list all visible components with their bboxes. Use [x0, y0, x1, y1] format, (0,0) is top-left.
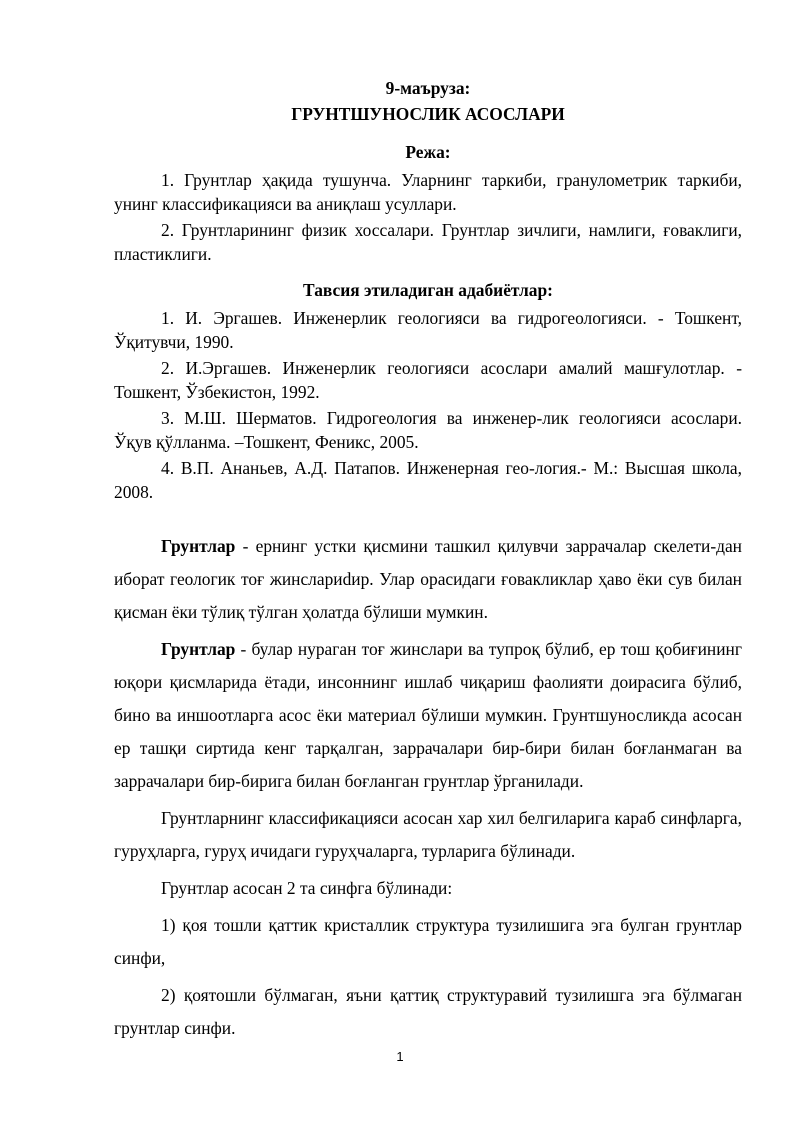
body-text — [114, 530, 742, 1045]
literature-item-1: 1. И. Эргашев. Инженерлик геологияси ва гидрогеологияси. - Тошкент, Ўқитувчи, 1990. — [114, 308, 742, 352]
paragraph-1 — [114, 530, 742, 629]
paragraph-1-text: - ернинг устки қисмини ташкил қилувчи заррачалар скелети-дан иборат геологик тоғ жинслариdир. Улар орасидаги ғовакликлар ҳаво ёки сув билан қисман ёки тўлиқ тўлган ҳолатда бўлиши мумкин. — [114, 536, 742, 622]
paragraph-2-text: - булар нураган тоғ жинслари ва тупроқ бўлиб, ер тош қобиғининг юқори қисмларида ётади, инсоннинг ишлаб чиқариш фаолияти доирасига бўлиб, бино ва иншоотларга асос ёки материал бўлиши мумкин. Грунтшуносликда асосан ер ташқи сиртида кенг тарқалган, заррачалари бир-бири билан боғланмаган ва заррачалари бир-бирига билан боғланган грунтлар ўрганилади. — [114, 639, 742, 791]
document-page — [114, 76, 742, 1045]
plan-list — [114, 168, 742, 266]
plan-heading: Режа: — [405, 142, 451, 162]
literature-item-2: 2. И.Эргашев. Инженерлик геологияси асослари амалий машғулотлар. - Тошкент, Ўзбекистон, 1992. — [114, 358, 742, 402]
page-number: 1 — [396, 1049, 404, 1064]
paragraph-6: 2) қоятошли бўлмаган, яъни қаттиқ структуравий тузилишга эга бўлмаган грунтлар синфи. — [114, 985, 742, 1038]
paragraph-3: Грунтларнинг классификацияси асосан хар хил белгиларига караб синфларга, гуруҳларга, гуруҳ ичидаги гуруҳчаларга, турларига бўлинади. — [114, 808, 742, 861]
literature-item-3: 3. М.Ш. Шерматов. Гидрогеология ва инженер-лик геологияси асослари. Ўқув қўлланма. –Тошкент, Феникс, 2005. — [114, 408, 742, 452]
paragraph-2-term: Грунтлар — [161, 639, 236, 659]
paragraph-2 — [114, 633, 742, 798]
lecture-number: 9-маъруза: — [385, 78, 471, 98]
lecture-title: ГРУНТШУНОСЛИК АСОСЛАРИ — [291, 104, 565, 124]
paragraph-4: Грунтлар асосан 2 та синфга бўлинади: — [161, 878, 453, 898]
plan-item-1: 1. Грунтлар ҳақида тушунча. Уларнинг таркиби, гранулометрик таркиби, унинг классификацияси ва аниқлаш усуллари. — [114, 170, 742, 214]
paragraph-1-term: Грунтлар — [161, 536, 236, 556]
literature-item-4: 4. В.П. Ананьев, А.Д. Патапов. Инженерная гео-логия.- М.: Высшая школа, 2008. — [114, 458, 742, 502]
literature-heading: Тавсия этиладиган адабиётлар: — [303, 280, 553, 300]
plan-item-2: 2. Грунтларининг физик хоссалари. Грунтлар зичлиги, намлиги, ғоваклиги, пластиклиги. — [114, 220, 742, 264]
literature-list — [114, 306, 742, 504]
paragraph-5: 1) қоя тошли қаттик кристаллик структура тузилишига эга булган грунтлар синфи, — [114, 915, 742, 968]
